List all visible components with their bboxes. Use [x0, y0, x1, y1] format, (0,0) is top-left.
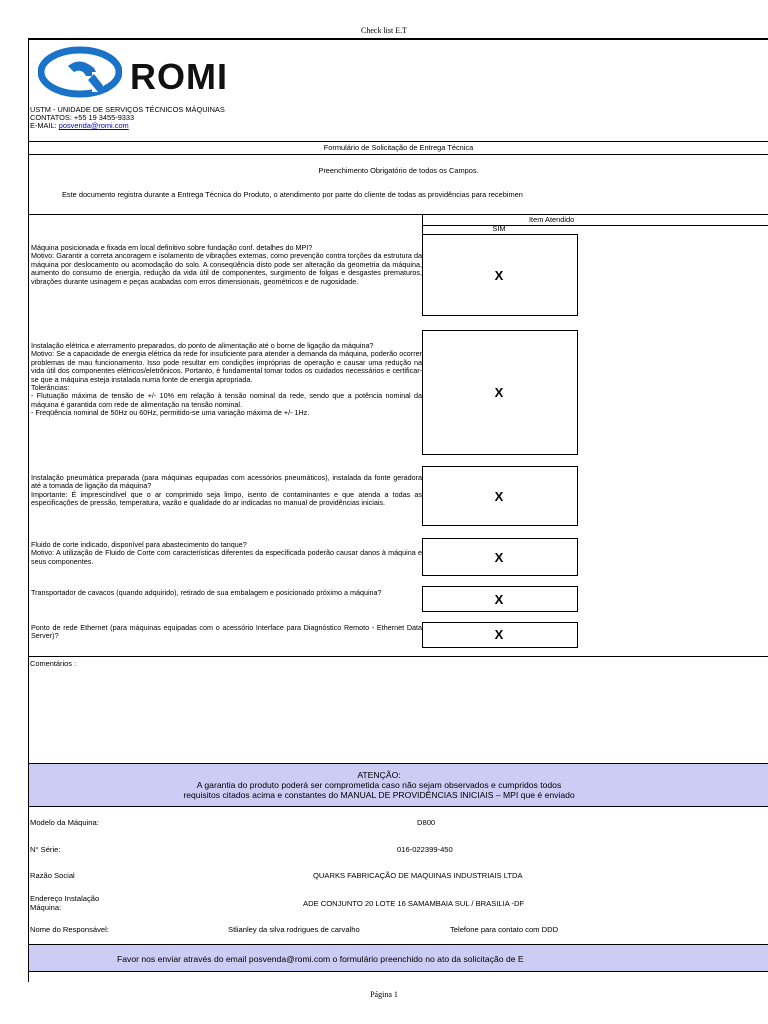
- check-mark-6: X: [494, 627, 504, 642]
- form-sheet: [28, 38, 768, 982]
- serial-value[interactable]: 016-022399-450: [397, 845, 453, 854]
- serial-label: N° Série:: [30, 845, 61, 854]
- comments-area[interactable]: [29, 670, 768, 762]
- responsible-value[interactable]: Stlianley da silva rodrigues de carvalho: [228, 925, 360, 934]
- check-mark-5: X: [494, 592, 504, 607]
- attention-line-1: A garantia do produto poderá ser comprometida caso não sejam observados e cumpridos todos: [196, 780, 562, 790]
- bottom-note-banner: [29, 944, 768, 972]
- check-mark-1: X: [494, 268, 504, 283]
- check-mark-2: X: [494, 385, 504, 400]
- email-link[interactable]: posvenda@romi.com: [58, 121, 129, 131]
- email-label: E-MAIL:: [30, 121, 57, 131]
- form-description: Este documento registra durante a Entrega Técnica do Produto, o atendimento por parte do cliente de todas as providências para recebimen: [62, 191, 523, 199]
- attention-banner: [29, 763, 768, 807]
- checklist-item-5: Transportador de cavacos (quando adquirido), retirado de sua embalagem e posicionado próximo a máquina?: [31, 588, 382, 597]
- company-contacts: CONTATOS: +55 19 3455-9333: [30, 113, 135, 123]
- address-label: Endereço Instalação Máquina:: [30, 894, 100, 912]
- romi-logo: [38, 46, 278, 100]
- checklist-item-1: Máquina posicionada e fixada em local definitivo sobre fundação conf. detalhes do MPI? Motivo: Garantir a correta ancoragem e isolamento de vibrações externas, como prevenção contra torções da estrutura da máquina por deslocamento ou acomodação do solo. A conseqüência disto pode ser alteração da geometria da máquina, aumento do consumo de energia, redução da vida útil de componentes, surgimento de folgas e desgastes prematuros, vibrações durante usinagem e peças acabadas com erros dimensionais, geométricos e de rugosidade.: [31, 243, 422, 286]
- attention-line-2: requisitos citados acima e constantes do MANUAL DE PROVIDÊNCIAS INICIAIS – MPI que é enviado: [183, 790, 575, 800]
- column-header-sim: SIM: [492, 224, 506, 233]
- check-mark-4: X: [494, 550, 504, 565]
- brand-name: ROMI: [130, 56, 228, 97]
- address-value[interactable]: ADE CONJUNTO 20 LOTE 16 SAMAMBAIA SUL / BRASILIA -DF: [303, 899, 525, 908]
- company-unit: USTM - UNIDADE DE SERVIÇOS TÉCNICOS MÁQUINAS: [30, 105, 225, 114]
- phone-label: Telefone para contato com DDD: [450, 925, 559, 934]
- model-value[interactable]: D800: [417, 818, 436, 827]
- responsible-label: Nome do Responsável:: [30, 925, 109, 934]
- page-footer: Página 1: [370, 990, 398, 999]
- document-header-title: Check list E.T: [361, 26, 407, 35]
- check-mark-3: X: [494, 489, 504, 504]
- romi-logo-icon: [38, 46, 122, 98]
- checklist-item-3: Instalação pneumática preparada (para máquinas equipadas com acessórios pneumáticos), instalada da fonte geradora até a tomada de ligação da máquina? Importante: É imprescindível que o ar comprimido seja limpo, isento de contaminantes e que atenda a todas as especificações de pressão, temperatura, vazão e qualidade do ar indicadas no manual de providências iniciais.: [31, 473, 422, 508]
- attention-title: ATENÇÃO:: [357, 770, 401, 780]
- model-label: Modelo da Máquina:: [30, 818, 99, 827]
- column-header-item-attended: Item Atendido: [529, 215, 575, 224]
- bottom-note: Favor nos enviar através do email posvenda@romi.com o formulário preenchido no ato da solicitação de E: [117, 954, 524, 964]
- comments-label: Comentários :: [30, 659, 77, 668]
- company-name-value[interactable]: QUARKS FABRICAÇÃO DE MAQUINAS INDUSTRIAIS LTDA: [313, 871, 523, 880]
- checklist-item-4: Fluido de corte indicado, disponível para abastecimento do tanque? Motivo: A utilização de Fluido de Corte com características diferentes da especificada poderão causar danos à máquina e seus componentes.: [31, 540, 422, 566]
- required-note: Preenchimento Obrigatório de todos os Campos.: [318, 166, 479, 175]
- form-title: Formulário de Solicitação de Entrega Técnica: [323, 143, 474, 152]
- company-name-label: Razão Social: [30, 871, 75, 880]
- checklist-item-2: Instalação elétrica e aterramento preparados, do ponto de alimentação até o borne de ligação da máquina? Motivo: Se a capacidade de energia elétrica da rede for insuficiente para atender a demanda da máquina, poderão ocorrer problemas de mau funcionamento. Isso pode resultar em condições impróprias de operação e causar uma redução na vida útil dos componentes elétricos/eletrônicos. Portanto, é fundamental tomar todos os cuidados necessários e certificar-se que a máquina esteja instalada numa fonte de energia apropriada. Tolerâncias: - Flutuação máxima de tensão de +/- 10% em relação à tensão nominal da rede, sendo que a potência nominal da máquina é garantida com rede de alimentação na tensão nominal. - Freqüência nominal de 50Hz ou 60Hz, permitido-se uma variação máxima de +/- 1Hz.: [31, 341, 422, 418]
- checklist-item-6: Ponto de rede Ethernet (para máquinas equipadas com o acessório Interface para Diagnóstico Remoto - Ethernet Data Server)?: [31, 623, 422, 641]
